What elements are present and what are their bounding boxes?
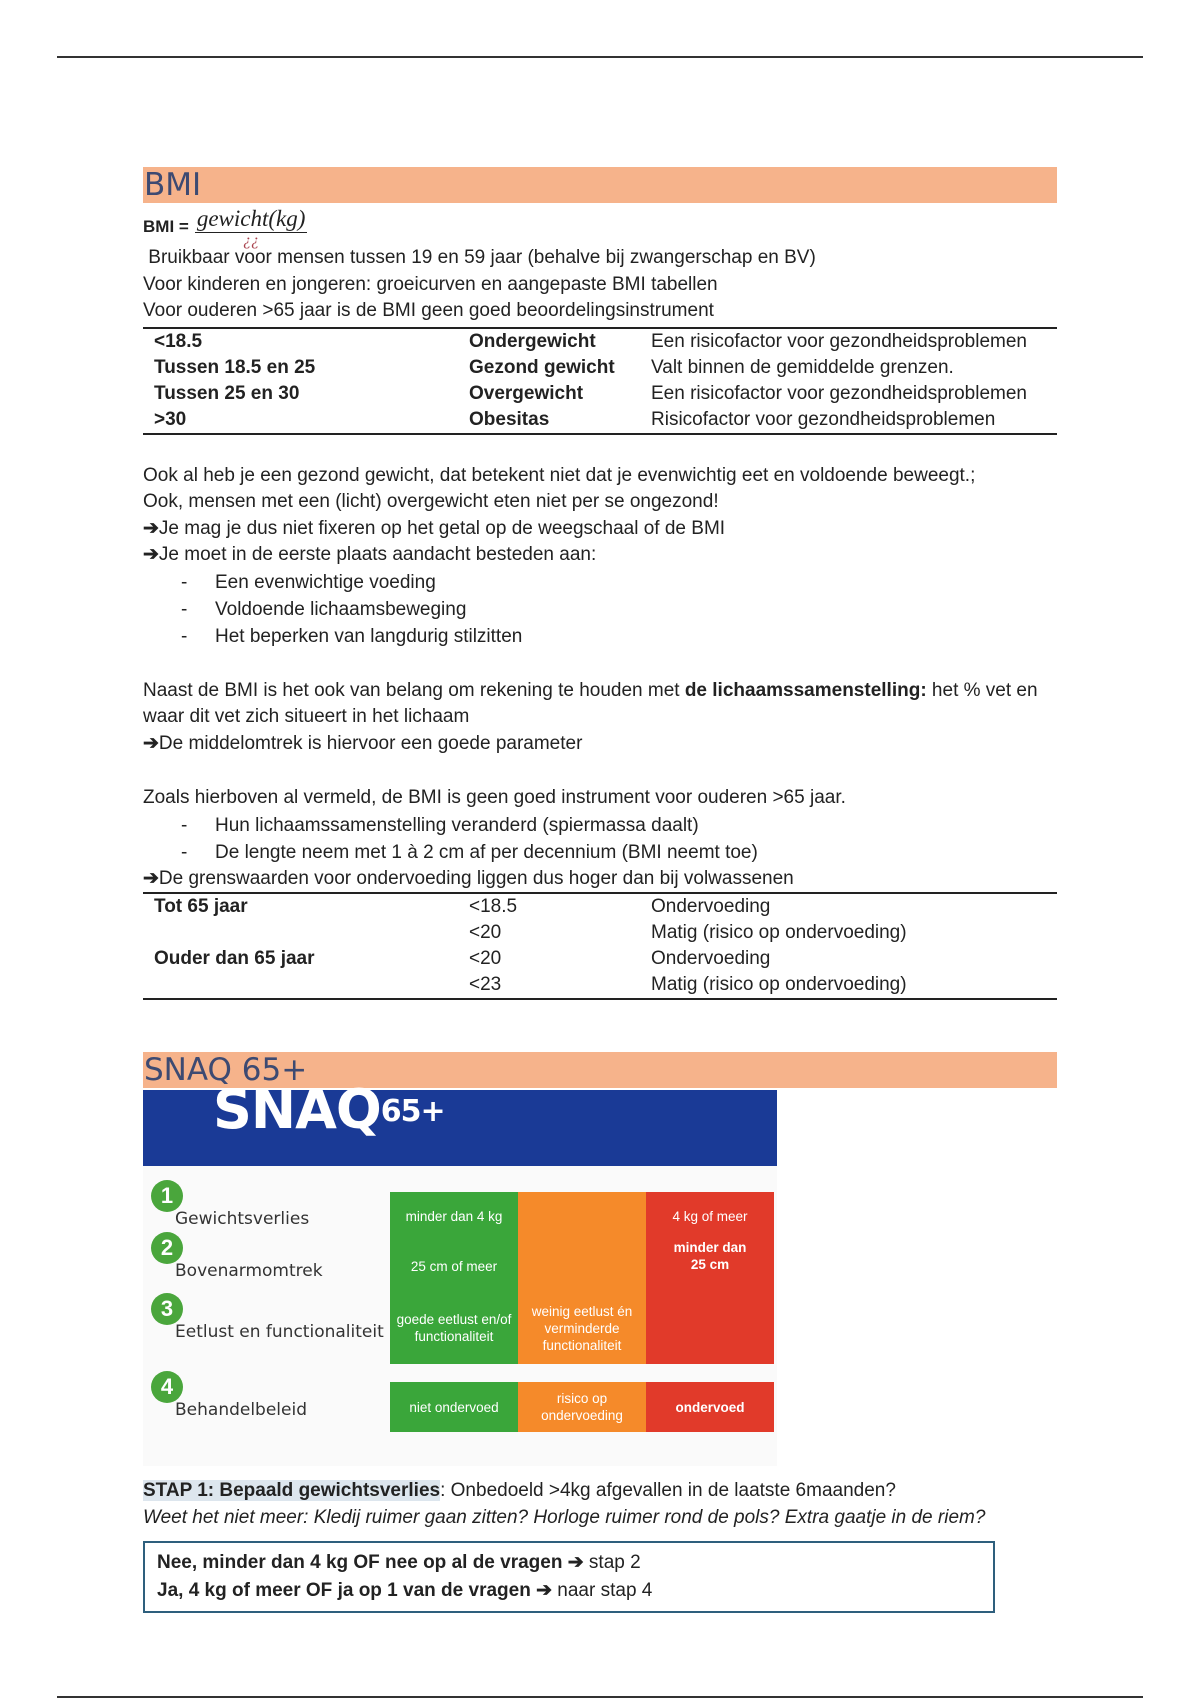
step-number: 3: [151, 1293, 183, 1325]
spacer: [143, 435, 1057, 463]
bmi-category: Gezond gewicht: [469, 356, 615, 378]
step1-question: [143, 1478, 1057, 1505]
snaq-logo: [213, 1078, 445, 1141]
bmi-formula: [143, 203, 1057, 251]
arrow-icon: ➔: [567, 1552, 584, 1573]
snaq-grid: [143, 1166, 777, 1466]
formula-denominator: ¿¿: [243, 231, 260, 249]
decision-target: stap 2: [583, 1552, 641, 1573]
intro-line: Bruikbaar voor mensen tussen 19 en 59 jaar (behalve bij zwangerschap en BV): [143, 247, 816, 268]
bmi-table: [143, 327, 1057, 435]
arrow-text: De grenswaarden voor ondervoeding liggen dus hoger dan bij volwassenen: [158, 867, 794, 889]
cell-arm-low: minder dan 25 cm: [673, 1240, 747, 1272]
bmi-note: Valt binnen de gemiddelde grenzen.: [651, 356, 954, 378]
bottom-rule: [57, 1696, 1143, 1698]
text-run: het % vet en waar dit vet zich situeert in het lichaam: [143, 679, 1038, 727]
result-not-undernourished: niet ondervoed: [390, 1382, 518, 1432]
formula-numerator: gewicht(kg): [196, 205, 306, 231]
step-label: Gewichtsverlies: [175, 1209, 310, 1229]
bmi-note: Een risicofactor voor gezondheidsproblemen: [651, 330, 1027, 352]
arrow-line: [143, 542, 1057, 569]
table-row: [143, 972, 1057, 999]
decision-target: naar stap 4: [552, 1580, 653, 1601]
cell-arm-ok: 25 cm of meer: [410, 1258, 498, 1274]
paragraph-line: Zoals hierboven al vermeld, de BMI is geen goed instrument voor ouderen >65 jaar.: [143, 787, 846, 808]
age-group: Tot 65 jaar: [154, 896, 248, 917]
elderly-list: [143, 812, 1057, 866]
step-label: Behandelbeleid: [175, 1400, 308, 1420]
list-item: - Hun lichaamssamenstelling veranderd (spiermassa daalt): [181, 812, 1057, 839]
spacer: [143, 650, 1057, 678]
nutrition-status: Matig (risico op ondervoeding): [651, 922, 907, 943]
formula-label: BMI =: [143, 216, 189, 236]
step-number: 2: [151, 1232, 183, 1264]
arrow-text: De middelomtrek is hiervoor een goede parameter: [158, 732, 583, 754]
step1-label: STAP 1: Bepaald gewichtsverlies: [143, 1480, 441, 1501]
intro-line: Voor kinderen en jongeren: groeicurven en aangepaste BMI tabellen: [143, 273, 718, 295]
arrow-line: [143, 516, 1057, 543]
snaq-logo-sup: 65+: [380, 1094, 445, 1129]
cell-weight-low: minder dan 4 kg: [405, 1208, 503, 1224]
bmi-category: Overgewicht: [469, 382, 584, 404]
decision-line: [157, 1549, 981, 1577]
nutrition-status: Ondervoeding: [651, 948, 771, 969]
cell-appetite-poor: weinig eetlust én verminderde functionaliteit: [531, 1303, 633, 1353]
result-risk: risico op ondervoeding: [518, 1382, 646, 1432]
bmi-threshold: <20: [469, 922, 502, 943]
arrow-line: [143, 866, 1057, 893]
age-group: [143, 920, 458, 946]
table-row: [143, 920, 1057, 946]
snaq-figure: [143, 1078, 777, 1466]
step1-text: : Onbedoeld >4kg afgevallen in de laatste 6maanden?: [440, 1480, 896, 1501]
snaq-logo-text: SNAQ: [213, 1078, 381, 1141]
body-composition-paragraph: [143, 678, 1057, 731]
list-item: - Een evenwichtige voeding: [181, 569, 1057, 596]
bmi-heading: BMI: [143, 167, 1057, 203]
list-item: - Het beperken van langdurig stilzitten: [181, 623, 1057, 650]
bmi-range: <18.5: [154, 330, 203, 352]
bmi-range: Tussen 18.5 en 25: [154, 356, 316, 378]
step-label: Eetlust en functionaliteit: [175, 1322, 384, 1342]
step-label: Bovenarmomtrek: [175, 1261, 323, 1281]
bmi-threshold: <20: [469, 948, 502, 969]
arrow-icon: ➔: [143, 732, 159, 754]
cell-appetite-good: goede eetlust en/of functionaliteit: [396, 1312, 512, 1344]
table-row: [143, 893, 1057, 920]
bmi-threshold: <23: [469, 974, 502, 995]
arrow-icon: ➔: [143, 867, 159, 889]
arrow-text: Je moet in de eerste plaats aandacht besteden aan:: [158, 544, 597, 565]
bmi-category: Obesitas: [469, 408, 550, 430]
arrow-icon: ➔: [536, 1580, 553, 1601]
table-row: [143, 328, 1057, 355]
step1-hint: Weet het niet meer: Kledij ruimer gaan zitten? Horloge ruimer rond de pols? Extra gaatje in de riem?: [143, 1506, 986, 1528]
age-group: Ouder dan 65 jaar: [154, 948, 315, 969]
step-number: 1: [151, 1180, 183, 1212]
arrow-icon: ➔: [143, 517, 159, 539]
bmi-range: Tussen 25 en 30: [154, 382, 300, 404]
nutrition-status: Ondervoeding: [651, 896, 771, 917]
paragraph-line: Ook al heb je een gezond gewicht, dat betekent niet dat je evenwichtig eet en voldoende beweegt.;: [143, 464, 976, 486]
bmi-note: Risicofactor voor gezondheidsproblemen: [651, 408, 996, 430]
advice-list: [143, 569, 1057, 650]
step1-decision-box: [143, 1541, 995, 1613]
table-row: [143, 946, 1057, 972]
paragraph-line: Ook, mensen met een (licht) overgewicht eten niet per se ongezond!: [143, 491, 719, 512]
decision-condition: Ja, 4 kg of meer OF ja op 1 van de vragen: [157, 1580, 537, 1601]
list-item: - De lengte neem met 1 à 2 cm af per decennium (BMI neemt toe): [181, 839, 1057, 866]
page-content: [143, 167, 1057, 1613]
table-row: [143, 407, 1057, 434]
nutrition-status: Matig (risico op ondervoeding): [651, 974, 907, 995]
table-row: [143, 355, 1057, 381]
cell-weight-high: 4 kg of meer: [672, 1208, 748, 1224]
bmi-note: Een risicofactor voor gezondheidsproblemen: [651, 382, 1027, 404]
intro-line: Voor ouderen >65 jaar is de BMI geen goed beoordelingsinstrument: [143, 300, 714, 321]
spacer: [143, 757, 1057, 785]
age-group: [143, 972, 458, 999]
snaq-heading: SNAQ 65+: [143, 1052, 1057, 1088]
bmi-range: >30: [154, 408, 187, 430]
arrow-line: [143, 731, 1057, 758]
spacer: [143, 1000, 1057, 1052]
snaq-banner: [143, 1078, 777, 1166]
arrow-icon: ➔: [143, 544, 159, 565]
table-row: [143, 381, 1057, 407]
bold-text: de lichaamssamenstelling:: [684, 679, 927, 701]
arrow-text: Je mag je dus niet fixeren op het getal op de weegschaal of de BMI: [158, 517, 726, 539]
bmi-threshold: <18.5: [469, 896, 518, 917]
top-rule: [57, 56, 1143, 58]
bmi-category: Ondergewicht: [469, 330, 596, 352]
decision-condition: Nee, minder dan 4 kg OF nee op al de vragen: [157, 1552, 568, 1573]
undernutrition-table: [143, 892, 1057, 1000]
step-number: 4: [151, 1371, 183, 1403]
text-run: Naast de BMI is het ook van belang om rekening te houden met: [143, 679, 685, 701]
formula-fraction: [195, 206, 308, 249]
result-undernourished: ondervoed: [646, 1382, 774, 1432]
list-item: - Voldoende lichaamsbeweging: [181, 596, 1057, 623]
decision-line: [157, 1577, 981, 1605]
